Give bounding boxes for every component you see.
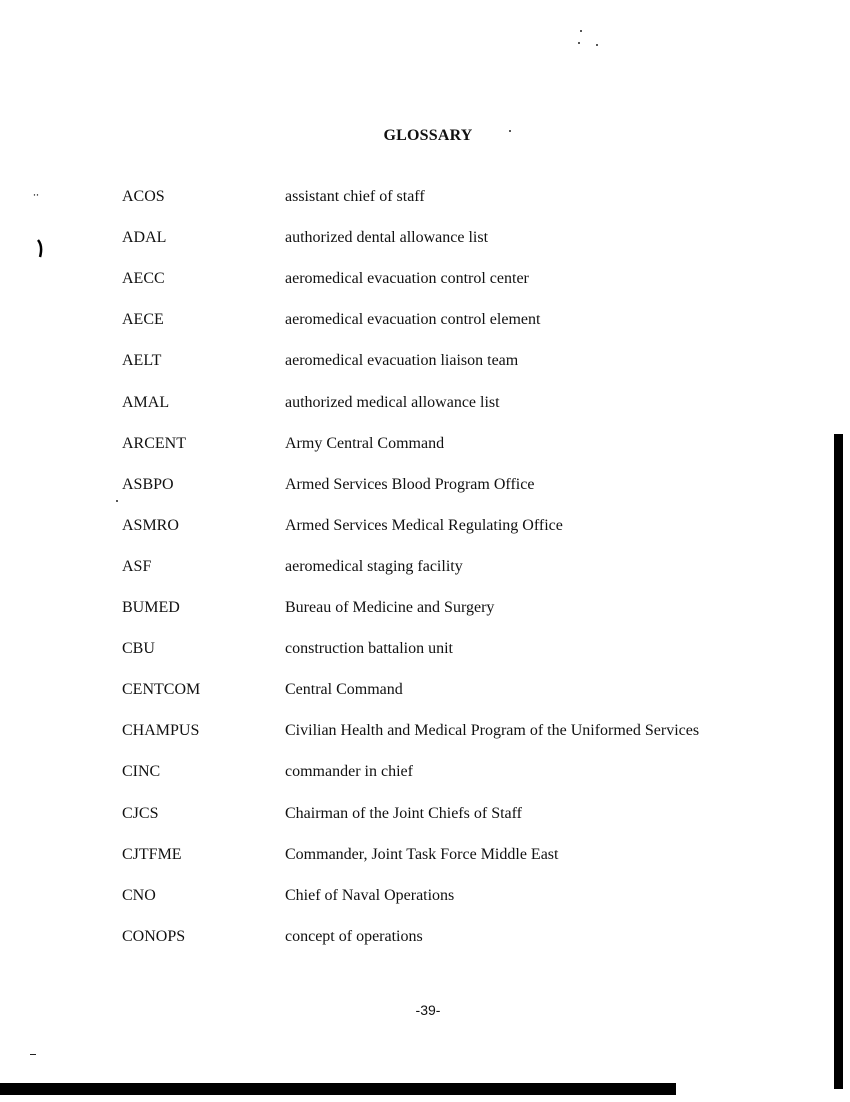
glossary-abbreviation: AECE xyxy=(122,311,164,329)
glossary-abbreviation: CONOPS xyxy=(122,927,186,945)
glossary-definition: aeromedical evacuation control center xyxy=(285,270,529,288)
glossary-abbreviation: AELT xyxy=(122,352,162,370)
scan-speck xyxy=(596,44,598,46)
glossary-abbreviation: AECC xyxy=(122,270,165,288)
glossary-definition: Army Central Command xyxy=(285,434,445,452)
glossary-definition: Chief of Naval Operations xyxy=(285,886,455,904)
glossary-abbreviation: ASMRO xyxy=(122,516,179,534)
glossary-definition: aeromedical evacuation control element xyxy=(285,311,541,329)
glossary-abbreviation: CHAMPUS xyxy=(122,722,200,740)
glossary-definition: aeromedical staging facility xyxy=(285,557,463,575)
glossary-abbreviation: ASBPO xyxy=(122,475,174,493)
glossary-abbreviation: ACOS xyxy=(122,188,165,205)
glossary-abbreviation: CENTCOM xyxy=(122,681,201,699)
glossary-abbreviation: ADAL xyxy=(122,229,167,247)
glossary-definition: Armed Services Medical Regulating Office xyxy=(285,516,563,534)
scan-speck xyxy=(580,30,582,32)
scan-border-right xyxy=(834,434,843,1089)
page-number: -39- xyxy=(415,1002,441,1018)
glossary-definition: Chairman of the Joint Chiefs of Staff xyxy=(285,804,522,822)
scan-speck xyxy=(509,130,511,132)
glossary-abbreviation: ASF xyxy=(122,557,152,575)
glossary-definition: authorized dental allowance list xyxy=(285,229,489,247)
glossary-abbreviation: ARCENT xyxy=(122,434,186,452)
glossary-definition: Armed Services Blood Program Office xyxy=(285,475,535,493)
glossary-definition: Bureau of Medicine and Surgery xyxy=(285,599,495,616)
glossary-definition: construction battalion unit xyxy=(285,640,453,658)
glossary-abbreviation: BUMED xyxy=(122,599,180,616)
glossary-abbreviation: CJTFME xyxy=(122,845,182,863)
page-title: GLOSSARY xyxy=(383,127,473,144)
scan-speck xyxy=(116,500,118,502)
glossary-definition: Central Command xyxy=(285,681,403,699)
glossary-definition: aeromedical evacuation liaison team xyxy=(285,352,519,370)
scan-speck xyxy=(30,1054,36,1055)
glossary-definition: authorized medical allowance list xyxy=(285,393,500,411)
scan-curl-mark xyxy=(37,238,43,258)
glossary-abbreviation: CNO xyxy=(122,886,156,904)
glossary-definition: Civilian Health and Medical Program of the Uniformed Services xyxy=(285,722,700,740)
scan-speck-mark: ⸳⸳ xyxy=(33,188,39,200)
glossary-definition: concept of operations xyxy=(285,927,423,945)
glossary-definition: commander in chief xyxy=(285,763,413,781)
glossary-abbreviation: CINC xyxy=(122,763,161,781)
scan-speck xyxy=(578,42,580,44)
glossary-definition: assistant chief of staff xyxy=(285,188,425,205)
scan-border-bottom xyxy=(0,1083,676,1095)
glossary-abbreviation: CJCS xyxy=(122,804,159,822)
glossary-abbreviation: AMAL xyxy=(122,393,170,411)
glossary-definition: Commander, Joint Task Force Middle East xyxy=(285,845,559,863)
glossary-abbreviation: CBU xyxy=(122,640,155,658)
